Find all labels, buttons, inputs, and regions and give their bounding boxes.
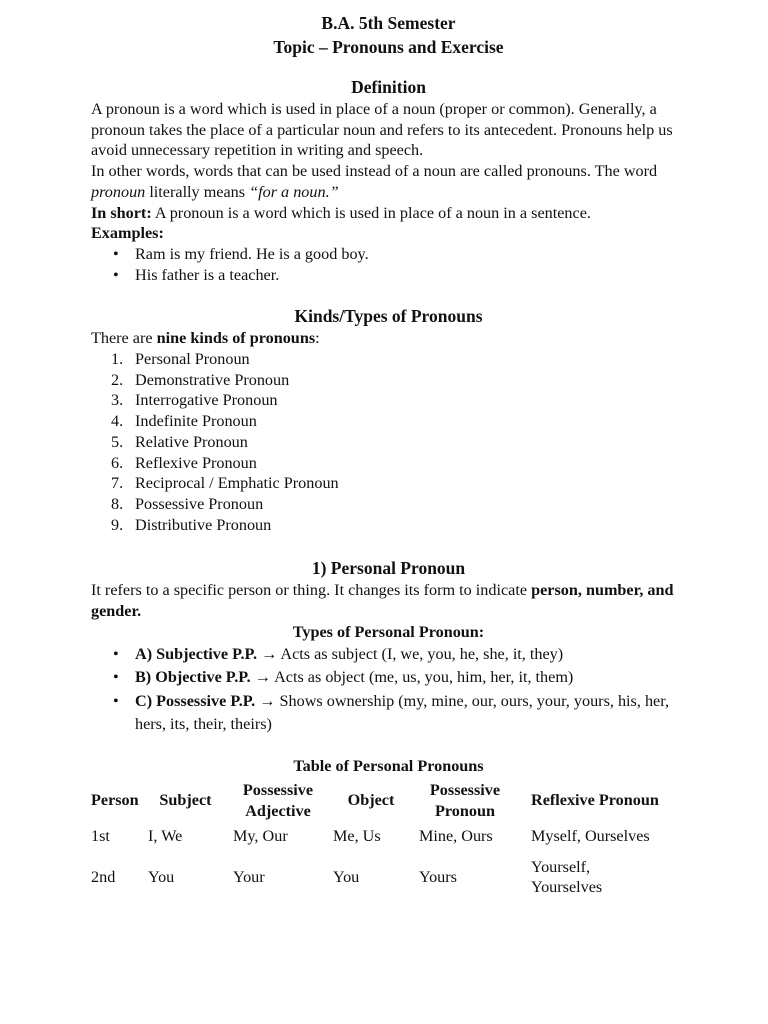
course-title: B.A. 5th Semester <box>321 13 456 33</box>
list-item: 7. Reciprocal / Emphatic Pronoun <box>111 474 339 493</box>
personal-pronoun-heading: 1) Personal Pronoun <box>311 558 466 579</box>
types-heading: Types of Personal Pronoun: <box>292 622 485 641</box>
topic-title: Topic – Pronouns and Exercise <box>273 37 504 57</box>
table-cell: Me, Us <box>333 826 381 845</box>
header-possessive-adjective: Possessive Adjective <box>242 781 314 820</box>
table-row <box>91 823 683 857</box>
list-item: 8. Possessive Pronoun <box>111 494 264 513</box>
personal-pronoun-intro: It refers to a specific person or thing. It changes its form to indicate person, number, and gender. <box>91 581 674 621</box>
literal-meaning: “for a noun.” <box>249 182 339 201</box>
short-definition: In short: A pronoun is a word which is used in place of a noun in a sentence. <box>91 203 591 222</box>
header-reflexive-pronoun: Reflexive Pronoun <box>531 791 659 810</box>
list-item: 5. Relative Pronoun <box>111 432 248 451</box>
table-cell: I, We <box>148 826 183 845</box>
list-item: • B) Objective P.P. → Acts as object (me, us, you, him, her, it, them) <box>91 666 686 690</box>
list-item: • C) Possessive P.P. → Shows ownership (my, mine, our, ours, your, yours, his, her, hers, its, their, theirs) <box>91 690 686 737</box>
list-item: 6. Reflexive Pronoun <box>111 453 257 472</box>
table-cell: 1st <box>91 826 110 845</box>
table-row <box>91 857 683 898</box>
list-item: 2. Demonstrative Pronoun <box>111 370 290 389</box>
table-cell: Myself, Ourselves <box>531 826 650 845</box>
table-cell: You <box>333 868 360 887</box>
table-cell: My, Our <box>233 826 288 845</box>
personal-types-list <box>91 643 686 737</box>
table-header-row <box>91 779 683 823</box>
list-item: • His father is a teacher. <box>91 265 686 286</box>
document-page <box>91 11 686 898</box>
list-item: • A) Subjective P.P. → Acts as subject (I, we, you, he, she, it, they) <box>91 643 686 667</box>
header-possessive-pronoun: Possessive Pronoun <box>429 781 501 820</box>
table-cell: Yours <box>419 868 457 887</box>
definition-paragraph-2: In other words, words that can be used instead of a noun are called pronouns. The word pronoun literally means “for a noun.” <box>91 162 658 201</box>
list-item: 3. Interrogative Pronoun <box>111 391 278 410</box>
list-item: 4. Indefinite Pronoun <box>111 412 257 431</box>
list-item: • Ram is my friend. He is a good boy. <box>91 244 686 265</box>
examples-list <box>91 244 686 285</box>
header-person: Person <box>91 791 139 810</box>
list-item: 9. Distributive Pronoun <box>111 515 272 534</box>
examples-label: Examples: <box>91 224 164 243</box>
header-subject: Subject <box>159 791 212 810</box>
table-cell: You <box>148 868 175 887</box>
definition-paragraph: A pronoun is a word which is used in place of a noun (proper or common). Generally, a pronoun takes the place of a particular noun and refers to its antecedent. Pronouns help us avoid unnecessary repetition in writing and speech. <box>91 100 673 160</box>
table-cell: Yourself, Yourselves <box>531 857 603 897</box>
kinds-list <box>91 349 686 535</box>
kinds-heading: Kinds/Types of Pronouns <box>294 306 483 327</box>
header-object: Object <box>347 791 395 810</box>
personal-pronoun-table <box>91 779 683 898</box>
list-item: 1. Personal Pronoun <box>111 350 250 369</box>
table-cell: Mine, Ours <box>419 826 493 845</box>
definition-heading: Definition <box>351 77 426 97</box>
table-title: Table of Personal Pronouns <box>293 756 484 775</box>
kinds-intro: There are nine kinds of pronouns: <box>91 329 320 348</box>
term-pronoun: pronoun <box>91 182 146 201</box>
table-cell: 2nd <box>91 868 116 887</box>
table-cell: Your <box>233 868 265 887</box>
